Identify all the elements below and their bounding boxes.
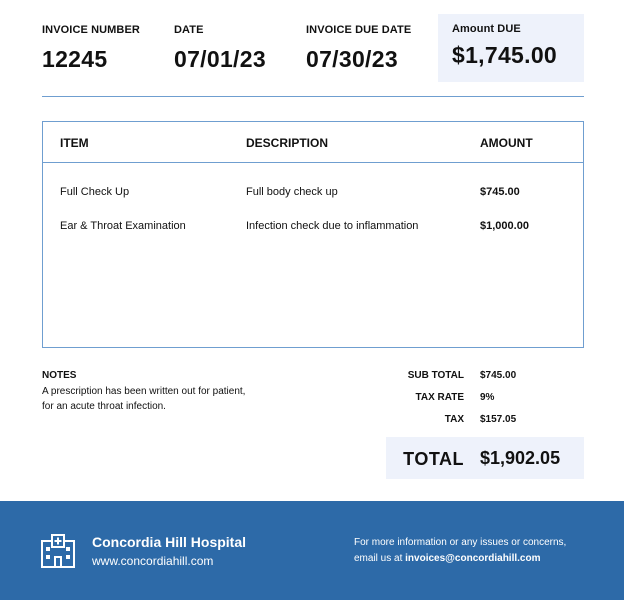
subtotal-label: SUB TOTAL — [407, 370, 464, 381]
tax-rate-row — [380, 392, 584, 414]
invoice-due-date-value: 07/30/23 — [306, 46, 398, 72]
tax-row — [380, 414, 584, 436]
column-header-item: ITEM — [60, 136, 89, 150]
grand-total-box — [386, 437, 584, 479]
tax-value: $157.05 — [480, 414, 517, 425]
row-amount: $745.00 — [480, 186, 520, 198]
invoice-number-block — [42, 24, 140, 73]
row-item: Ear & Throat Examination — [60, 220, 186, 232]
invoice-date-label: DATE — [174, 24, 204, 36]
tax-rate-label: TAX RATE — [415, 392, 464, 403]
subtotal-row — [380, 370, 584, 392]
invoice-header — [0, 0, 624, 96]
notes-line-1: A prescription has been written out for patient, — [42, 386, 246, 397]
hospital-website-link[interactable]: www.concordiahill.com — [92, 554, 214, 568]
invoice-due-date-block — [306, 24, 411, 73]
amount-due-value: $1,745.00 — [452, 42, 558, 68]
row-description: Full body check up — [246, 186, 338, 198]
contact-prefix: email us at — [354, 553, 406, 564]
amount-due-label: Amount DUE — [452, 23, 521, 35]
amount-due-box — [438, 14, 584, 82]
row-item: Full Check Up — [60, 186, 130, 198]
line-items-table — [42, 121, 584, 348]
hospital-name: Concordia Hill Hospital — [92, 534, 247, 550]
invoice-due-date-label: INVOICE DUE DATE — [306, 24, 412, 36]
contact-info — [354, 535, 604, 567]
table-row — [43, 220, 583, 240]
contact-email-link[interactable]: invoices@concordiahill.com — [405, 553, 541, 564]
hospital-building-icon — [40, 533, 76, 569]
subtotal-value: $745.00 — [480, 370, 517, 381]
row-description: Infection check due to inflammation — [246, 220, 419, 232]
tax-label: TAX — [444, 414, 464, 425]
total-value: $1,902.05 — [480, 448, 561, 468]
notes-line-2: for an acute throat infection. — [42, 401, 166, 412]
totals-section — [380, 370, 584, 436]
footer — [0, 501, 624, 600]
tax-rate-value: 9% — [480, 392, 495, 403]
row-amount: $1,000.00 — [480, 220, 529, 232]
column-header-amount: AMOUNT — [480, 136, 533, 150]
contact-line-2 — [354, 551, 604, 567]
invoice-number-label: INVOICE NUMBER — [42, 24, 140, 36]
contact-line-1: For more information or any issues or concerns, — [354, 537, 567, 548]
invoice-date-block — [174, 24, 266, 73]
table-header — [43, 122, 583, 163]
column-header-description: DESCRIPTION — [246, 136, 329, 150]
total-label: TOTAL — [403, 449, 464, 469]
notes-section — [42, 370, 302, 414]
invoice-number-value: 12245 — [42, 46, 108, 72]
invoice-date-value: 07/01/23 — [174, 46, 266, 72]
notes-title: NOTES — [42, 370, 77, 381]
header-divider — [42, 96, 584, 97]
table-row — [43, 186, 583, 206]
